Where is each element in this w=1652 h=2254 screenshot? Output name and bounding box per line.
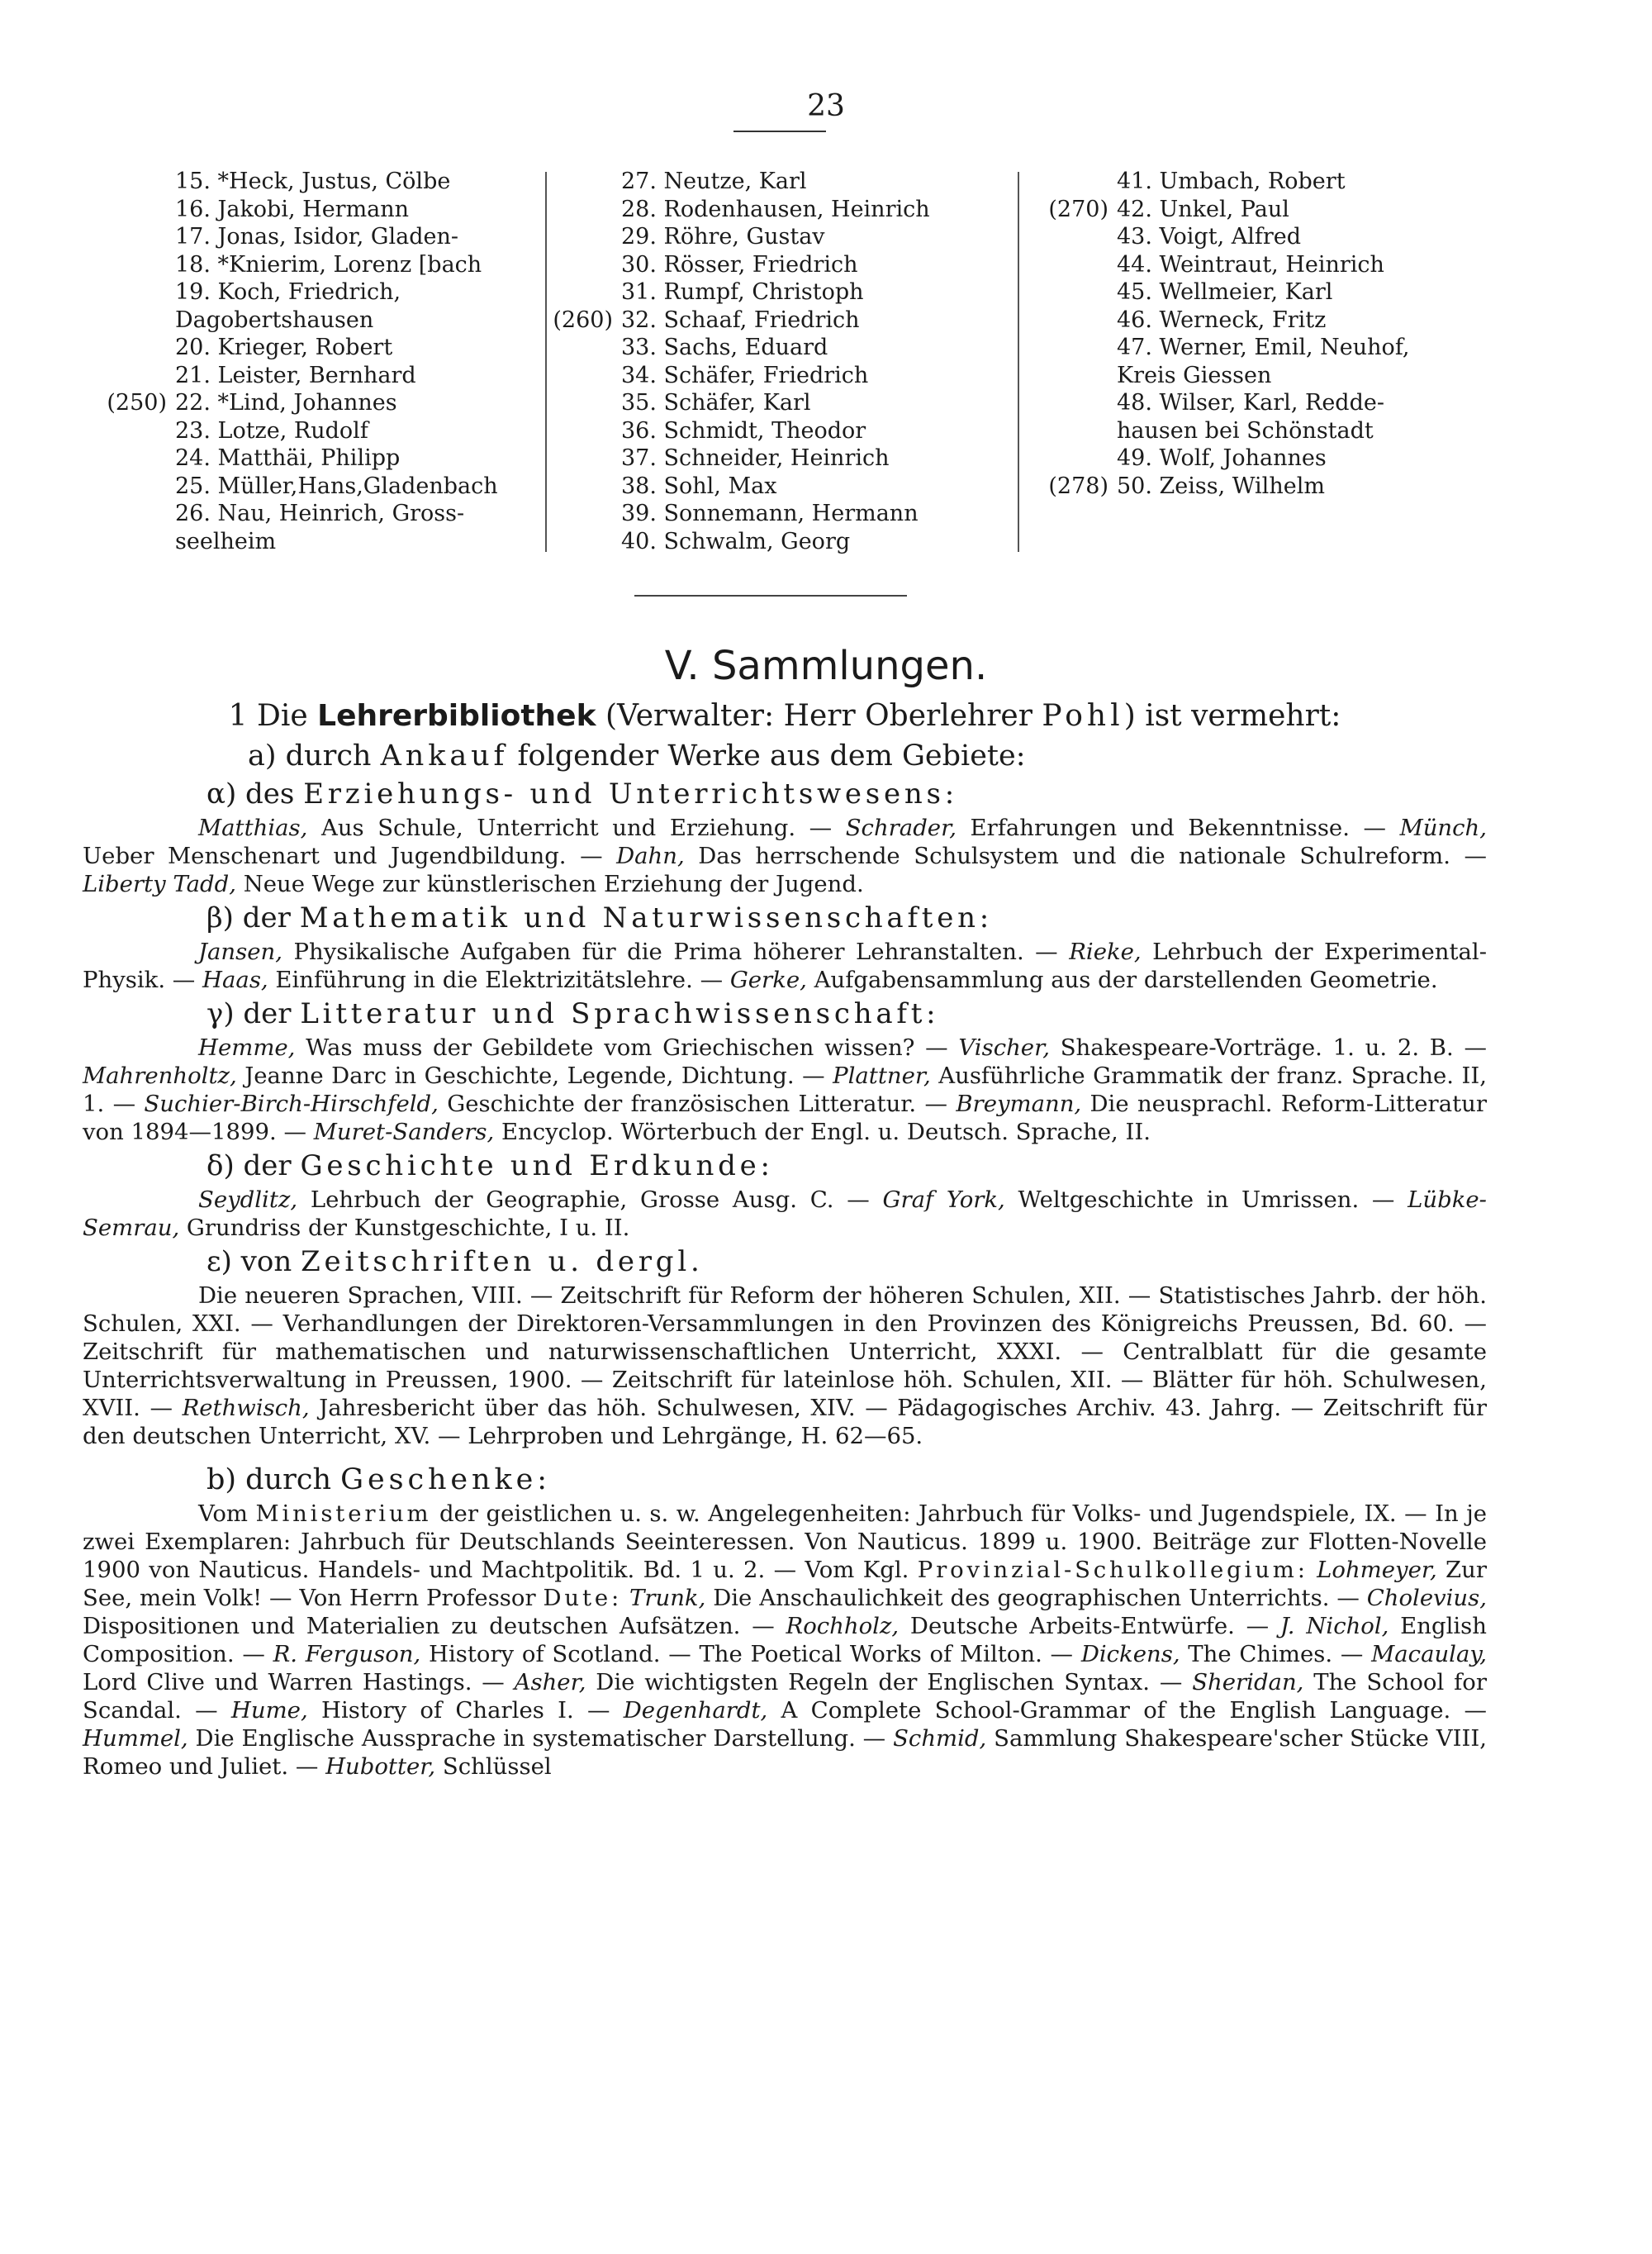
heading-librarian-name: Pohl [1042,699,1124,733]
list-item-count [529,168,613,196]
author-name: Lübke-Semrau, [83,1186,1487,1241]
text-run: Encyclop. Wörterbuch der Engl. u. Deutsch. Sprache, II. [494,1119,1151,1145]
author-name: Sheridan, [1192,1669,1304,1695]
author-name: J. Nichol, [1279,1613,1389,1639]
list-item-count [1024,445,1108,473]
list-item-count [83,362,167,390]
list-item-count [529,278,613,307]
list-item-count [529,445,613,473]
text-run: Erfahrungen und Bekenntnisse. — [956,815,1400,841]
subheading-text: folgender Werke aus dem Gebiete: [517,739,1026,773]
subheading-gamma [83,996,1487,1032]
text-run: History of Charles I. — [307,1697,624,1724]
author-name: Dickens, [1080,1641,1180,1667]
text-run: Aus Schule, Unterricht und Erziehung. — [307,815,846,841]
list-item-count [83,251,167,279]
list-item [83,417,541,445]
list-item-continuation: seelheim [175,528,277,554]
list-item-name: 42. Unkel, Paul [1117,196,1289,222]
list-item-name: 46. Werneck, Fritz [1117,307,1327,333]
author-name: Matthias, [198,815,308,841]
text-run: Lehrbuch der Geographie, Grosse Ausg. C. — [297,1186,883,1213]
author-name: Rieke, [1069,939,1142,965]
list-item-count [1024,168,1108,196]
list-item [83,362,541,390]
list-item-count: (270) [1048,196,1108,222]
list-item [1024,196,1503,224]
author-name: Breymann, [956,1091,1082,1117]
list-item [1024,223,1503,251]
list-item-name: 28. Rodenhausen, Heinrich [621,196,930,222]
student-list-column-1 [83,168,541,555]
list-item-continuation: Kreis Giessen [1117,362,1272,388]
heading-prefix: Die [256,699,308,733]
list-item-name: 33. Sachs, Eduard [621,335,828,360]
text-run: Einführung in die Elektrizitätslehre. — [268,967,730,993]
heading-number: 1 [228,699,248,733]
list-item-name: 19. Koch, Friedrich, [175,279,401,305]
student-list-column-3 [1024,168,1503,500]
text-run: Lord Clive und Warren Hastings. — [83,1669,515,1695]
list-item-count [529,389,613,417]
list-item [529,417,1020,445]
list-item-count [1024,223,1108,251]
author-name: Hummel, [83,1725,188,1752]
subheading-epsilon [83,1244,1487,1280]
text-run: Dispositionen und Materialien zu deutschen Aufsätzen. — [83,1613,786,1639]
text-run: The Chimes. — [1180,1641,1372,1667]
text-run: Geschichte der französischen Litteratur. — [438,1091,957,1117]
list-item [529,168,1020,196]
spaced-term: Ministerium [255,1500,432,1527]
category-title: Zeitschriften u. dergl. [301,1245,704,1278]
list-item-count [529,417,613,445]
subheading-spaced: Geschenke: [340,1463,551,1496]
list-item-count [529,334,613,362]
subheading-a [83,738,1487,774]
list-item [83,196,541,224]
text-run: Deutsche Arbeits-Entwürfe. — [899,1613,1280,1639]
list-item-count [529,362,613,390]
author-name: Schmid, [893,1725,987,1752]
list-item [83,334,541,362]
spaced-term: Dute: [543,1585,623,1611]
list-item-name: 25. Müller,Hans,Gladenbach [175,473,498,499]
list-item [1024,168,1503,196]
author-name: Münch, [1399,815,1487,841]
paragraph-epsilon [83,1282,1487,1450]
text-run: Jeanne Darc in Geschichte, Legende, Dichtung. — [236,1063,833,1089]
text-run: Schlüssel [435,1753,552,1780]
list-item [83,223,541,251]
lehrerbibliothek-heading [83,698,1487,735]
text-run: Shakespeare-Vorträge. 1. u. 2. B. — [1049,1034,1487,1061]
list-item-name: 38. Sohl, Max [621,473,777,499]
section-title: V. Sammlungen. [664,643,988,689]
author-name: Gerke, [729,967,807,993]
text-run: Neue Wege zur künstlerischen Erziehung der Jugend. [235,871,864,897]
author-name: Suchier-Birch-Hirschfeld, [144,1091,439,1117]
author-name: Haas, [202,967,268,993]
list-item-name: 27. Neutze, Karl [621,169,807,194]
author-name: Hubotter, [325,1753,436,1780]
text-run: Sammlung Shakespeare'scher Stücke VIII, Romeo und Juliet. — [83,1725,1487,1780]
list-item-name: 24. Matthäi, Philipp [175,445,401,471]
list-item-count [529,223,613,251]
paragraph-beta [83,938,1487,994]
text-run: Grundriss der Kunstgeschichte, I u. II. [179,1215,630,1241]
list-item-count [83,223,167,251]
list-item-name: 16. Jakobi, Hermann [175,196,410,222]
text-run: Ueber Menschenart und Jugendbildung. — [83,843,617,869]
student-list-column-2 [529,168,1020,555]
list-item-name: 22. *Lind, Johannes [175,390,397,416]
text-run: Zur See, mein Volk! — Von Herrn Professor [83,1557,1488,1611]
page-number: 23 [807,89,845,123]
list-item-name: 18. *Knierim, Lorenz [bach [175,251,482,278]
text-run: English Composition. — [83,1613,1487,1667]
list-item-name: 23. Lotze, Rudolf [175,417,368,444]
author-name: Macaulay, [1371,1641,1488,1667]
column-divider [1018,172,1019,552]
list-item-count [1024,307,1108,335]
list-item-count: (260) [553,307,613,333]
text-run: Die wichtigsten Regeln der Englischen Syntax. — [586,1669,1193,1695]
subheading-b [83,1462,1487,1498]
section-divider [634,595,907,597]
category-title: Litteratur und Sprachwissenschaft: [300,997,940,1030]
category-label: γ) der [206,997,292,1030]
list-item-count: (278) [1048,473,1108,499]
list-item-name: 29. Röhre, Gustav [621,224,825,250]
author-name: Vischer, [958,1034,1050,1061]
text-run: Aufgabensammlung aus der darstellenden Geometrie. [806,967,1438,993]
heading-bold-term: Lehrerbibliothek [317,699,596,733]
heading-end: ) ist vermehrt: [1123,699,1341,733]
list-item-count [83,473,167,501]
collections-body [83,698,1487,1782]
list-item-continuation: hausen bei Schönstadt [1117,417,1374,444]
text-run: Die Anschaulichkeit des geographischen Unterrichts. — [705,1585,1367,1611]
list-item [83,168,541,196]
author-name: Degenhardt, [623,1697,768,1724]
text-run [1308,1557,1317,1583]
subheading-prefix: b) durch [206,1463,332,1496]
list-item-name: 45. Wellmeier, Karl [1117,279,1333,305]
author-name: Dahn, [616,843,685,869]
author-name: Rethwisch, [182,1395,310,1421]
text-run: Weltgeschichte in Umrissen. — [1004,1186,1408,1213]
list-item-name: 43. Voigt, Alfred [1117,224,1302,250]
list-item [83,500,541,528]
list-item-name: 21. Leister, Bernhard [175,362,416,388]
author-name: Cholevius, [1366,1585,1487,1611]
list-item [1024,445,1503,473]
list-item [529,223,1020,251]
list-item-name: 32. Schaaf, Friedrich [621,307,860,333]
list-item-count [1024,251,1108,279]
text-run: History of Scotland. — The Poetical Works of Milton. — [420,1641,1081,1667]
list-item [529,196,1020,224]
text-run: Ausführliche Grammatik der franz. Sprache. II, 1. — [83,1063,1487,1117]
list-item-name: 35. Schäfer, Karl [621,390,811,416]
list-item [1024,334,1503,362]
list-item-count [1024,389,1108,417]
category-label: β) der [206,901,291,934]
list-item-name: 48. Wilser, Karl, Redde- [1117,390,1384,416]
list-item-name: 37. Schneider, Heinrich [621,445,890,471]
author-name: Schrader, [845,815,957,841]
text-run: Die neueren Sprachen, VIII. — Zeitschrift für Reform der höheren Schulen, XII. — Statistisches Jahrb. der höh. Schulen, XXI. — Verhandlungen der Direktoren-Versammlungen in den Provinzen des Königreichs Preussen, Bd. 60. — Zeitschrift für mathematischen und naturwissenschaftlichen Unterricht, XXXI. — Centralblatt für die gesamte Unterrichtsverwaltung in Preussen, 1900. — Zeitschrift für lateinlose höh. Schulen, XII. — Blätter für höh. Schulwesen, XVII. — [83,1282,1487,1421]
list-item-count [1024,334,1108,362]
list-item [529,251,1020,279]
list-item-count [83,445,167,473]
list-item [529,473,1020,501]
text-run: Physikalische Aufgaben für die Prima höherer Lehranstalten. — [282,939,1070,965]
author-name: Graf York, [882,1186,1005,1213]
author-name: Seydlitz, [198,1186,298,1213]
text-run: Vom [198,1500,256,1527]
list-item [529,500,1020,528]
category-title: Geschichte und Erdkunde: [300,1149,774,1182]
text-run: Das herrschende Schulsystem und die nationale Schulreform. — [684,843,1487,869]
list-item-name: 36. Schmidt, Theodor [621,417,866,444]
text-run: Die neusprachl. Reform-Litteratur von 1894—1899. — [83,1091,1487,1145]
paragraph-gifts [83,1500,1487,1781]
list-item [529,389,1020,417]
list-item-name: 50. Zeiss, Wilhelm [1117,473,1325,499]
category-label: ε) von [206,1245,292,1278]
author-name: Plattner, [833,1063,931,1089]
text-run: The School for Scandal. — [83,1669,1487,1724]
author-name: Hume, [230,1697,308,1724]
author-name: Liberty Tadd, [83,871,236,897]
list-item [529,278,1020,307]
author-name: Mahrenholtz, [83,1063,237,1089]
paragraph-delta [83,1186,1487,1242]
category-label: δ) der [206,1149,292,1182]
text-run [622,1585,629,1611]
list-item [529,528,1020,556]
list-item [1024,307,1503,335]
text-run: Jahresbericht über das höh. Schulwesen, XIV. — Pädagogisches Archiv. 43. Jahrg. — Zeitschrift für den deutschen Unterricht, XV. — Lehrproben und Lehrgänge, H. 62—65. [83,1395,1488,1449]
list-item [529,307,1020,335]
list-item [1024,251,1503,279]
subheading-prefix: a) durch [248,739,372,773]
category-title: Erziehungs- und Unterrichtswesens: [303,777,958,811]
list-item-count [83,196,167,224]
author-name: Jansen, [198,939,282,965]
text-run: der geistlichen u. s. w. Angelegenheiten: Jahrbuch für Volks- und Jugendspiele, IX. — In je zwei Exemplaren: Jahrbuch für Deutschlands Seeinteressen. Von Nauticus. 1899 u. 1900. Beiträge zur Flotten-Novelle 1900 von Nauticus. Handels- und Machtpolitik. Bd. 1 u. 2. — Vom Kgl. [83,1500,1487,1583]
text-run: A Complete School-Grammar of the English Language. — [767,1697,1487,1724]
subheading-spaced: Ankauf [380,739,509,773]
list-item [83,445,541,473]
text-run: Die Englische Aussprache in systematischer Darstellung. — [188,1725,894,1752]
list-item-count [529,473,613,501]
list-item [83,251,541,279]
author-name: Hemme, [198,1034,296,1061]
list-item [1024,389,1503,417]
list-item-count [529,251,613,279]
list-item-count [529,528,613,556]
list-item-name: 15. *Heck, Justus, Cölbe [175,169,451,194]
author-name: Asher, [514,1669,586,1695]
list-item-name: 44. Weintraut, Heinrich [1117,251,1384,278]
list-item-count [529,196,613,224]
list-item [1024,473,1503,501]
list-item-count [529,500,613,528]
list-item-name: 41. Umbach, Robert [1117,169,1346,194]
list-item-count [83,500,167,528]
list-item-count [83,168,167,196]
page-number-rule [733,131,826,132]
list-item [1024,278,1503,307]
category-label: α) des [206,777,295,811]
list-item [529,362,1020,390]
list-item-name: 20. Krieger, Robert [175,335,393,360]
list-item-name: 30. Rösser, Friedrich [621,251,858,278]
author-name: R. Ferguson, [273,1641,421,1667]
list-item [83,389,541,417]
heading-text: (Verwalter: Herr Oberlehrer [605,699,1032,733]
subheading-beta [83,900,1487,936]
list-item [83,278,541,307]
subheading-delta [83,1148,1487,1184]
list-item-name: 34. Schäfer, Friedrich [621,362,869,388]
list-item [529,445,1020,473]
text-run: Was muss der Gebildete vom Griechischen wissen? — [295,1034,959,1061]
paragraph-alpha [83,814,1487,898]
list-item-name: 26. Nau, Heinrich, Gross- [175,501,465,526]
list-item-count [83,417,167,445]
list-item-name: 40. Schwalm, Georg [621,528,851,554]
author-name: Lohmeyer, [1317,1557,1437,1583]
author-name: Trunk, [629,1585,706,1611]
paragraph-gamma [83,1034,1487,1146]
list-item-count [83,334,167,362]
list-item-count [83,278,167,307]
text-run: Lehrbuch der Experimental-Physik. — [83,939,1487,993]
list-item-count [1024,278,1108,307]
list-item [83,473,541,501]
list-item [529,334,1020,362]
author-name: Muret-Sanders, [313,1119,495,1145]
author-name: Rochholz, [786,1613,900,1639]
list-item-count: (250) [107,390,167,416]
spaced-term: Provinzial-Schulkollegium: [917,1557,1308,1583]
list-item-name: 49. Wolf, Johannes [1117,445,1327,471]
list-item-name: 31. Rumpf, Christoph [621,279,864,305]
list-item-name: 39. Sonnemann, Hermann [621,501,919,526]
category-title: Mathematik und Naturwissenschaften: [299,901,993,934]
list-item-name: 17. Jonas, Isidor, Gladen- [175,224,458,250]
subheading-alpha [83,776,1487,812]
list-item-continuation: Dagobertshausen [175,307,374,333]
list-item-name: 47. Werner, Emil, Neuhof, [1117,335,1410,360]
